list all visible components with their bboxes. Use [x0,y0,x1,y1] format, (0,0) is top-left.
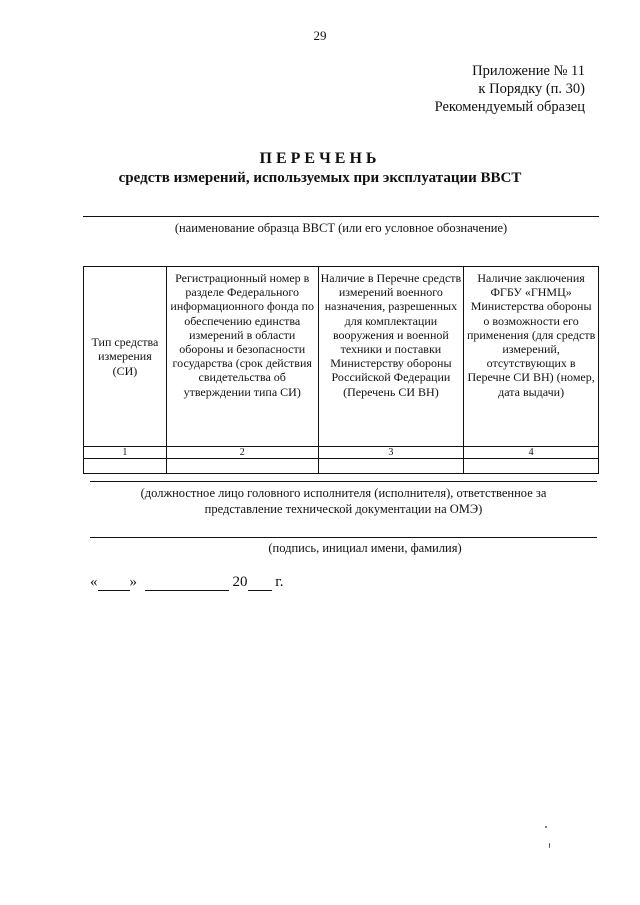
appendix-number: Приложение № 11 [472,63,585,79]
table-header-row [84,267,599,447]
date-close-quote: » [129,574,137,590]
header-military-list-presence: Наличие в Перечне средств измерений военного назначения, разрешенных для комплектации вооружения и военной техники и поставки Министерству обороны Российской Федерации (Перечень СИ ВН) [318,267,464,447]
header-instrument-type: Тип средства измерения (СИ) [84,267,167,447]
sample-name-caption: (наименование образца ВВСТ (или его условное обозначение) [174,221,508,235]
header-gnmc-conclusion: Наличие заключения ФГБУ «ГНМЦ» Министерства обороны о возможности его применения (для средств измерений, отсутствующих в Перечне СИ ВН) (номер, дата выдачи) [464,267,599,447]
table-cell[interactable] [318,459,464,474]
day-blank[interactable] [98,575,130,591]
scan-speck [545,826,547,828]
year-blank[interactable] [248,575,272,591]
official-caption [90,485,597,517]
signature-line [90,537,597,538]
column-number-4: 4 [464,447,599,459]
column-number-1: 1 [84,447,167,459]
table-cell[interactable] [84,459,167,474]
table-column-number-row [84,447,599,459]
page-number: 29 [313,28,327,43]
scan-speck [549,843,550,848]
column-number-3: 3 [318,447,464,459]
official-caption-line2: представление технической документации на ОМЭ) [204,502,483,516]
appendix-sample-note: Рекомендуемый образец [434,99,585,115]
date-open-quote: « [90,574,98,590]
table-cell[interactable] [464,459,599,474]
month-blank[interactable] [145,575,229,591]
appendix-block [380,62,585,116]
column-number-2: 2 [166,447,318,459]
sample-name-line [83,216,599,217]
document-subtitle: средств измерений, используемых при эксплуатации ВВСТ [118,170,522,186]
appendix-reference: к Порядку (п. 30) [478,81,585,97]
year-suffix: г. [275,574,284,590]
date-line [90,574,283,591]
table-cell[interactable] [166,459,318,474]
official-caption-line1: (должностное лицо головного исполнителя (исполнителя), ответственное за [140,486,547,500]
signature-caption: (подпись, инициал имени, фамилия) [268,541,462,555]
official-line [90,481,597,482]
year-prefix: 20 [232,574,248,590]
measurement-means-table [83,266,599,474]
document-title: ПЕРЕЧЕНЬ [259,150,381,167]
header-registration-number: Регистрационный номер в разделе Федерального информационного фонда по обеспечению единства измерений в области обороны и безопасности государства (срок действия свидетельства об утверждении типа СИ) [166,267,318,447]
table-row [84,459,599,474]
